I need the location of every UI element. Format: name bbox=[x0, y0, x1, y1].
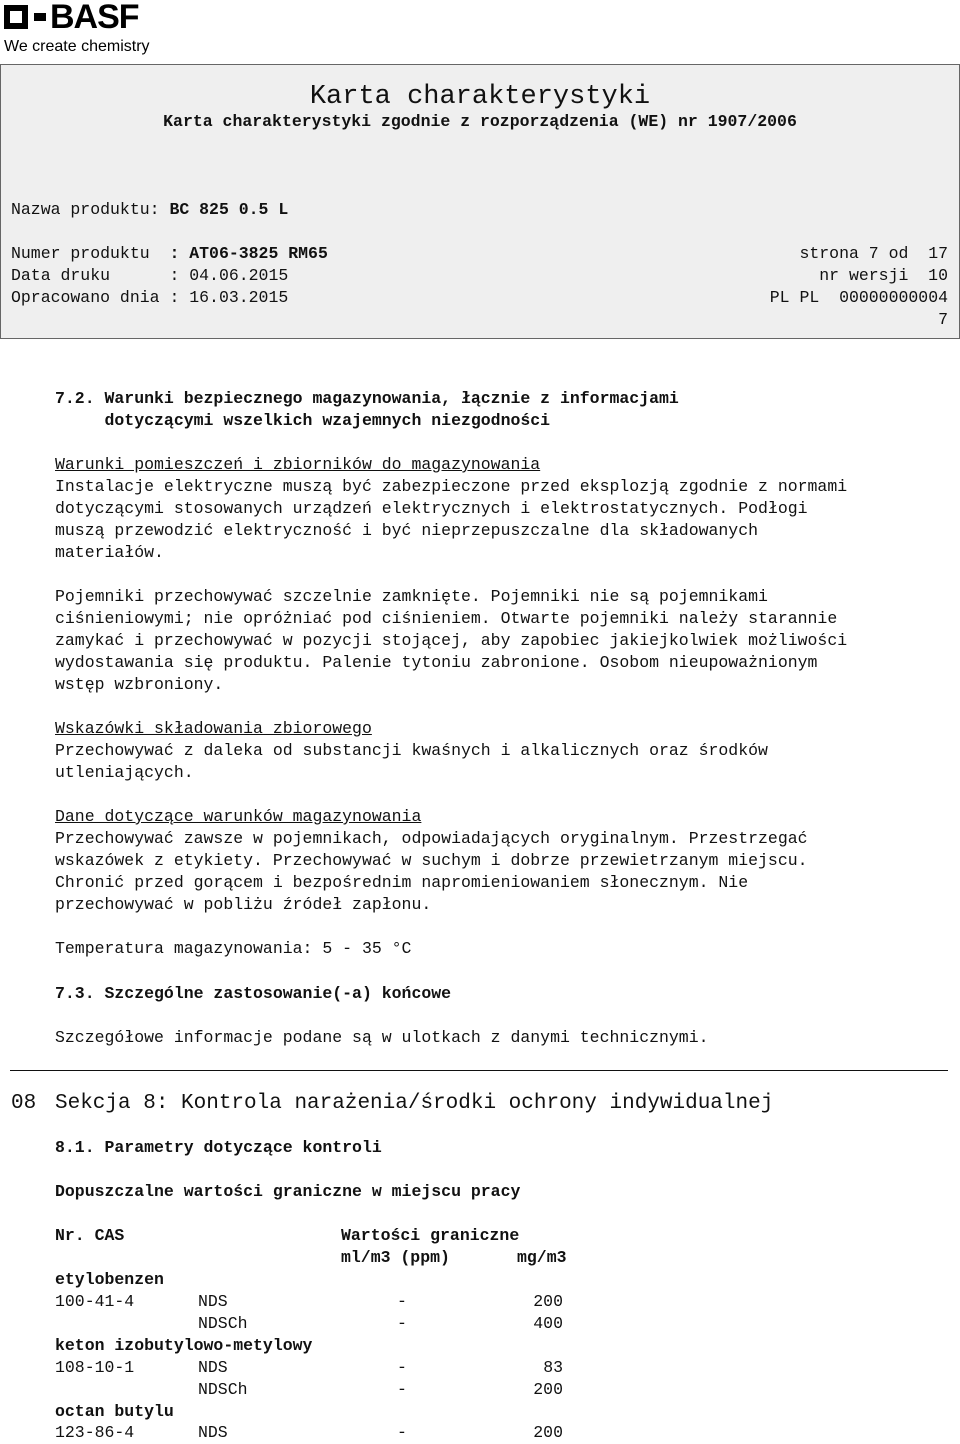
limit-type: NDSCh bbox=[198, 1380, 248, 1399]
logo-text: BASF bbox=[50, 0, 139, 36]
cas-number: 123-86-4 bbox=[55, 1423, 135, 1442]
section-7-3-heading: 7.3. Szczególne zastosowanie(-a) końcowe bbox=[55, 984, 452, 1003]
substance-name: octan butylu bbox=[55, 1402, 174, 1421]
meta-value: : AT06-3825 RM65 bbox=[169, 244, 328, 263]
limit-ppm: - bbox=[397, 1292, 407, 1311]
product-name-value: BC 825 0.5 L bbox=[169, 200, 289, 219]
text-line: wskazówek z etykiety. Przechowywać w suchym i dobrze przewietrzanym miejscu. bbox=[55, 851, 808, 870]
cas-number: 100-41-4 bbox=[55, 1292, 135, 1311]
limit-type: NDS bbox=[198, 1358, 228, 1377]
cas-number: 108-10-1 bbox=[55, 1358, 135, 1377]
product-name-row bbox=[11, 199, 288, 221]
meta-value: : 16.03.2015 bbox=[169, 288, 289, 307]
section-number: 08 bbox=[11, 1092, 37, 1115]
section-7-3-text: Szczegółowe informacje podane są w ulotkach z danymi technicznymi. bbox=[55, 1028, 709, 1047]
text-line: Instalacje elektryczne muszą być zabezpieczone przed eksplozją zgodnie z normami bbox=[55, 477, 848, 496]
product-name-label: Nazwa produktu: bbox=[11, 200, 160, 219]
text-line: wstęp wzbroniony. bbox=[55, 675, 224, 694]
meta-row-product-number bbox=[11, 243, 328, 265]
document-code-tail: 7 bbox=[938, 310, 948, 329]
meta-row-print-date bbox=[11, 265, 288, 287]
text-line: Chronić przed gorącem i bezpośrednim napromieniowaniem słonecznym. Nie bbox=[55, 873, 749, 892]
section-7-2-heading-line1: 7.2. Warunki bezpiecznego magazynowania, łącznie z informacjami bbox=[55, 389, 679, 408]
text-line: przechowywać w pobliżu źródeł zapłonu. bbox=[55, 895, 432, 914]
text-line: materiałów. bbox=[55, 543, 164, 562]
subsection-title: Warunki pomieszczeń i zbiorników do magazynowania bbox=[55, 455, 541, 474]
text-line: zamykać i przechowywać w pozycji stojącej, aby zapobiec jakiejkolwiek możliwości bbox=[55, 631, 848, 650]
text-line: dotyczącymi stosowanych urządzeń elektrycznych i elektrostatycznych. Podłogi bbox=[55, 499, 808, 518]
meta-label: Opracowano dnia bbox=[11, 288, 170, 307]
logo-square-icon bbox=[4, 5, 28, 29]
meta-label: Data druku bbox=[11, 266, 170, 285]
limit-mg: 200 bbox=[533, 1292, 563, 1311]
document-code: PL PL 00000000004 bbox=[769, 288, 948, 307]
text-line: Pojemniki przechowywać szczelnie zamknięte. Pojemniki nie są pojemnikami bbox=[55, 587, 768, 606]
limit-mg: 83 bbox=[543, 1358, 563, 1377]
document-subtitle: Karta charakterystyki zgodnie z rozporządzenia (WE) nr 1907/2006 bbox=[163, 112, 797, 131]
subsection-title: Dane dotyczące warunków magazynowania bbox=[55, 807, 422, 826]
section-divider bbox=[10, 1070, 948, 1071]
table-header-mg: mg/m3 bbox=[517, 1248, 567, 1267]
limit-ppm: - bbox=[397, 1314, 407, 1333]
text-line: utleniających. bbox=[55, 763, 194, 782]
meta-label: Numer produktu bbox=[11, 244, 170, 263]
table-header-limits: Wartości graniczne bbox=[341, 1226, 520, 1245]
limit-mg: 200 bbox=[533, 1380, 563, 1399]
limit-ppm: - bbox=[397, 1423, 407, 1442]
text-line: ciśnieniowymi; nie opróżniać pod ciśnieniem. Otwarte pojemniki należy starannie bbox=[55, 609, 838, 628]
table-header-cas: Nr. CAS bbox=[55, 1226, 125, 1245]
tagline: We create chemistry bbox=[4, 38, 150, 55]
limit-type: NDS bbox=[198, 1423, 228, 1442]
subsection-title: Wskazówki składowania zbiorowego bbox=[55, 719, 372, 738]
meta-row-revision-date bbox=[11, 287, 288, 309]
limit-ppm: - bbox=[397, 1358, 407, 1377]
version-info: nr wersji 10 bbox=[819, 266, 948, 285]
limit-ppm: - bbox=[397, 1380, 407, 1399]
section-8-1-heading: 8.1. Parametry dotyczące kontroli bbox=[55, 1138, 382, 1157]
text-line: Przechowywać zawsze w pojemnikach, odpowiadających oryginalnym. Przestrzegać bbox=[55, 829, 808, 848]
limit-type: NDS bbox=[198, 1292, 228, 1311]
page-info: strona 7 od 17 bbox=[799, 244, 948, 263]
basf-logo bbox=[4, 0, 139, 36]
limit-mg: 200 bbox=[533, 1423, 563, 1442]
substance-name: etylobenzen bbox=[55, 1270, 164, 1289]
limits-heading: Dopuszczalne wartości graniczne w miejscu pracy bbox=[55, 1182, 521, 1201]
limit-type: NDSCh bbox=[198, 1314, 248, 1333]
limit-mg: 400 bbox=[533, 1314, 563, 1333]
logo-dash-icon bbox=[34, 13, 46, 21]
text-line: muszą przewodzić elektryczność i być nieprzepuszczalne dla składowanych bbox=[55, 521, 759, 540]
text-line: wydostawania się produktu. Palenie tytoniu zabronione. Osobom nieupoważnionym bbox=[55, 653, 818, 672]
text-line: Przechowywać z daleka od substancji kwaśnych i alkalicznych oraz środków bbox=[55, 741, 768, 760]
section-7-2-heading-line2: dotyczącymi wszelkich wzajemnych niezgodności bbox=[55, 411, 551, 430]
document-title: Karta charakterystyki bbox=[309, 82, 651, 112]
storage-temperature: Temperatura magazynowania: 5 - 35 °C bbox=[55, 939, 412, 958]
meta-value: : 04.06.2015 bbox=[169, 266, 289, 285]
table-header-ppm: ml/m3 (ppm) bbox=[341, 1248, 450, 1267]
substance-name: keton izobutylowo-metylowy bbox=[55, 1336, 313, 1355]
section-8-title: Sekcja 8: Kontrola narażenia/środki ochrony indywidualnej bbox=[55, 1092, 774, 1115]
